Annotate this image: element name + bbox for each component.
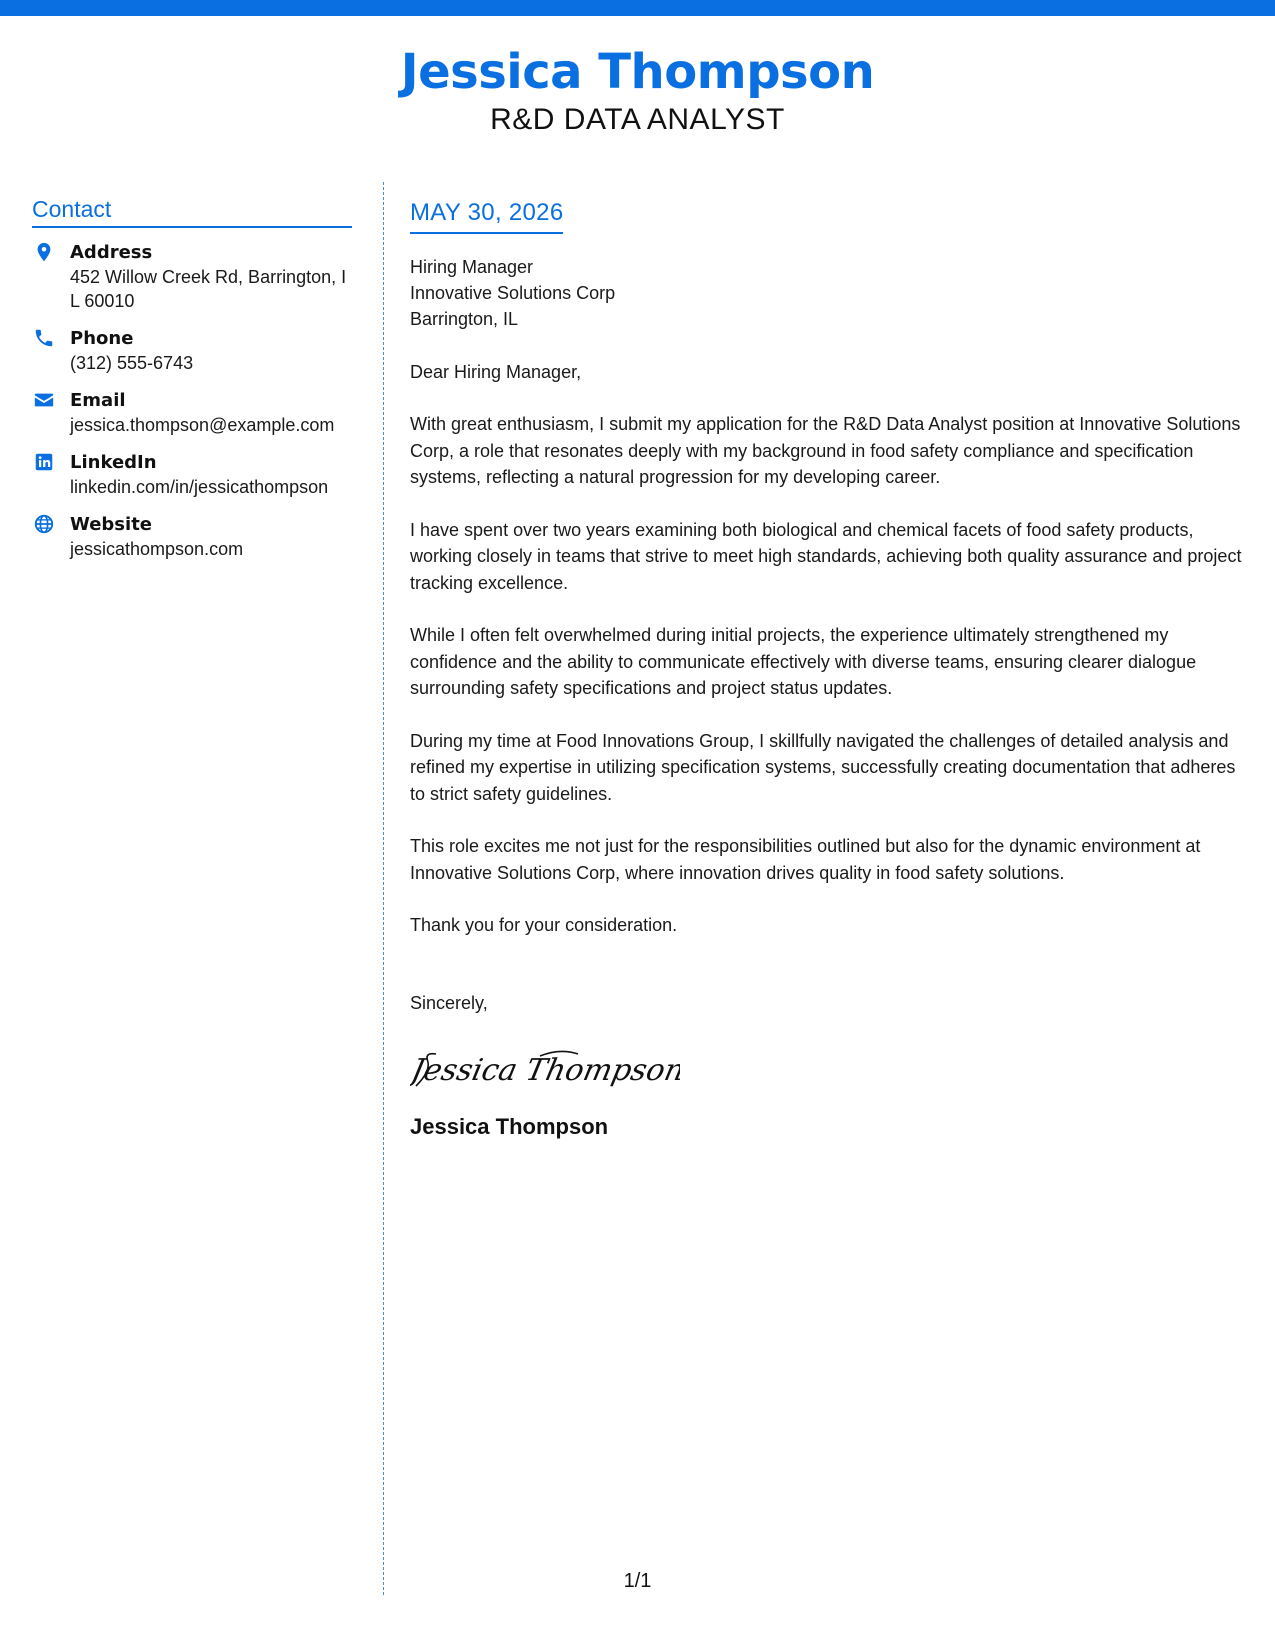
letter-date: MAY 30, 2026 bbox=[410, 198, 563, 234]
letter-header bbox=[0, 42, 1275, 138]
contact-label-linkedin: LinkedIn bbox=[70, 452, 157, 473]
contact-label-phone: Phone bbox=[70, 328, 134, 349]
contact-label-email: Email bbox=[70, 390, 126, 411]
page-number: 1/1 bbox=[623, 1570, 652, 1592]
contact-item-linkedin bbox=[32, 450, 352, 499]
letter-paragraphs bbox=[410, 411, 1250, 886]
svg-text:Jessica Thompson: Jessica Thompson bbox=[410, 1053, 680, 1088]
salutation: Dear Hiring Manager, bbox=[410, 362, 582, 382]
contact-heading: Contact bbox=[32, 195, 352, 228]
thank-you-line: Thank you for your consideration. bbox=[410, 915, 678, 935]
contact-value-linkedin[interactable]: linkedin.com/in/jessicathompson bbox=[70, 477, 329, 497]
recipient-block bbox=[410, 254, 1250, 332]
contact-item-website bbox=[32, 512, 352, 561]
contact-label-website: Website bbox=[70, 514, 153, 535]
letter-paragraph: With great enthusiasm, I submit my application for the R&D Data Analyst position at Innovative Solutions Corp, a role that resonates deeply with my background in food safety compliance and specification systems, reflecting a natural progression for my developing career. bbox=[410, 414, 1241, 487]
letter-paragraph: While I often felt overwhelmed during initial projects, the experience ultimately strengthened my confidence and the ability to communicate effectively with diverse teams, ensuring clearer dialogue surrounding safety specifications and project status updates. bbox=[410, 625, 1197, 698]
contact-item-phone bbox=[32, 326, 352, 375]
recipient-line: Barrington, IL bbox=[410, 309, 519, 329]
contact-list bbox=[32, 240, 352, 561]
contact-item-address bbox=[32, 240, 352, 313]
recipient-line: Hiring Manager bbox=[410, 257, 534, 277]
contact-value-phone: (312) 555-6743 bbox=[70, 353, 194, 373]
envelope-icon bbox=[33, 389, 55, 411]
contact-label-address: Address bbox=[70, 242, 153, 263]
contact-value-website[interactable]: jessicathompson.com bbox=[70, 539, 244, 559]
letter-paragraph: During my time at Food Innovations Group, I skillfully navigated the challenges of detailed analysis and refined my expertise in utilizing specification systems, successfully creating documentation that adheres to strict safety guidelines. bbox=[410, 730, 1236, 804]
closing: Sincerely, bbox=[410, 993, 488, 1013]
location-pin-icon bbox=[33, 241, 55, 263]
contact-item-email bbox=[32, 388, 352, 437]
contact-value-email: jessica.thompson@example.com bbox=[70, 415, 335, 435]
contact-value-address: 452 Willow Creek Rd, Barrington, IL 60010 bbox=[70, 267, 347, 311]
applicant-name: Jessica Thompson bbox=[400, 44, 875, 100]
linkedin-icon bbox=[33, 451, 55, 473]
globe-icon bbox=[33, 513, 55, 535]
recipient-line: Innovative Solutions Corp bbox=[410, 283, 616, 303]
job-title: R&D DATA ANALYST bbox=[490, 103, 785, 136]
column-divider bbox=[383, 182, 384, 1595]
phone-icon bbox=[33, 327, 55, 349]
contact-sidebar bbox=[32, 195, 352, 574]
letter-paragraph: I have spent over two years examining both biological and chemical facets of food safety products, working closely in teams that strive to meet high standards, achieving both quality assurance and project tracking excellence. bbox=[410, 519, 1242, 593]
top-accent-bar bbox=[0, 0, 1275, 16]
letter-body bbox=[410, 198, 1250, 1141]
handwritten-signature bbox=[410, 1042, 680, 1098]
signer-name: Jessica Thompson bbox=[410, 1114, 609, 1139]
letter-paragraph: This role excites me not just for the responsibilities outlined but also for the dynamic environment at Innovative Solutions Corp, where innovation drives quality in food safety solutions. bbox=[410, 836, 1201, 883]
